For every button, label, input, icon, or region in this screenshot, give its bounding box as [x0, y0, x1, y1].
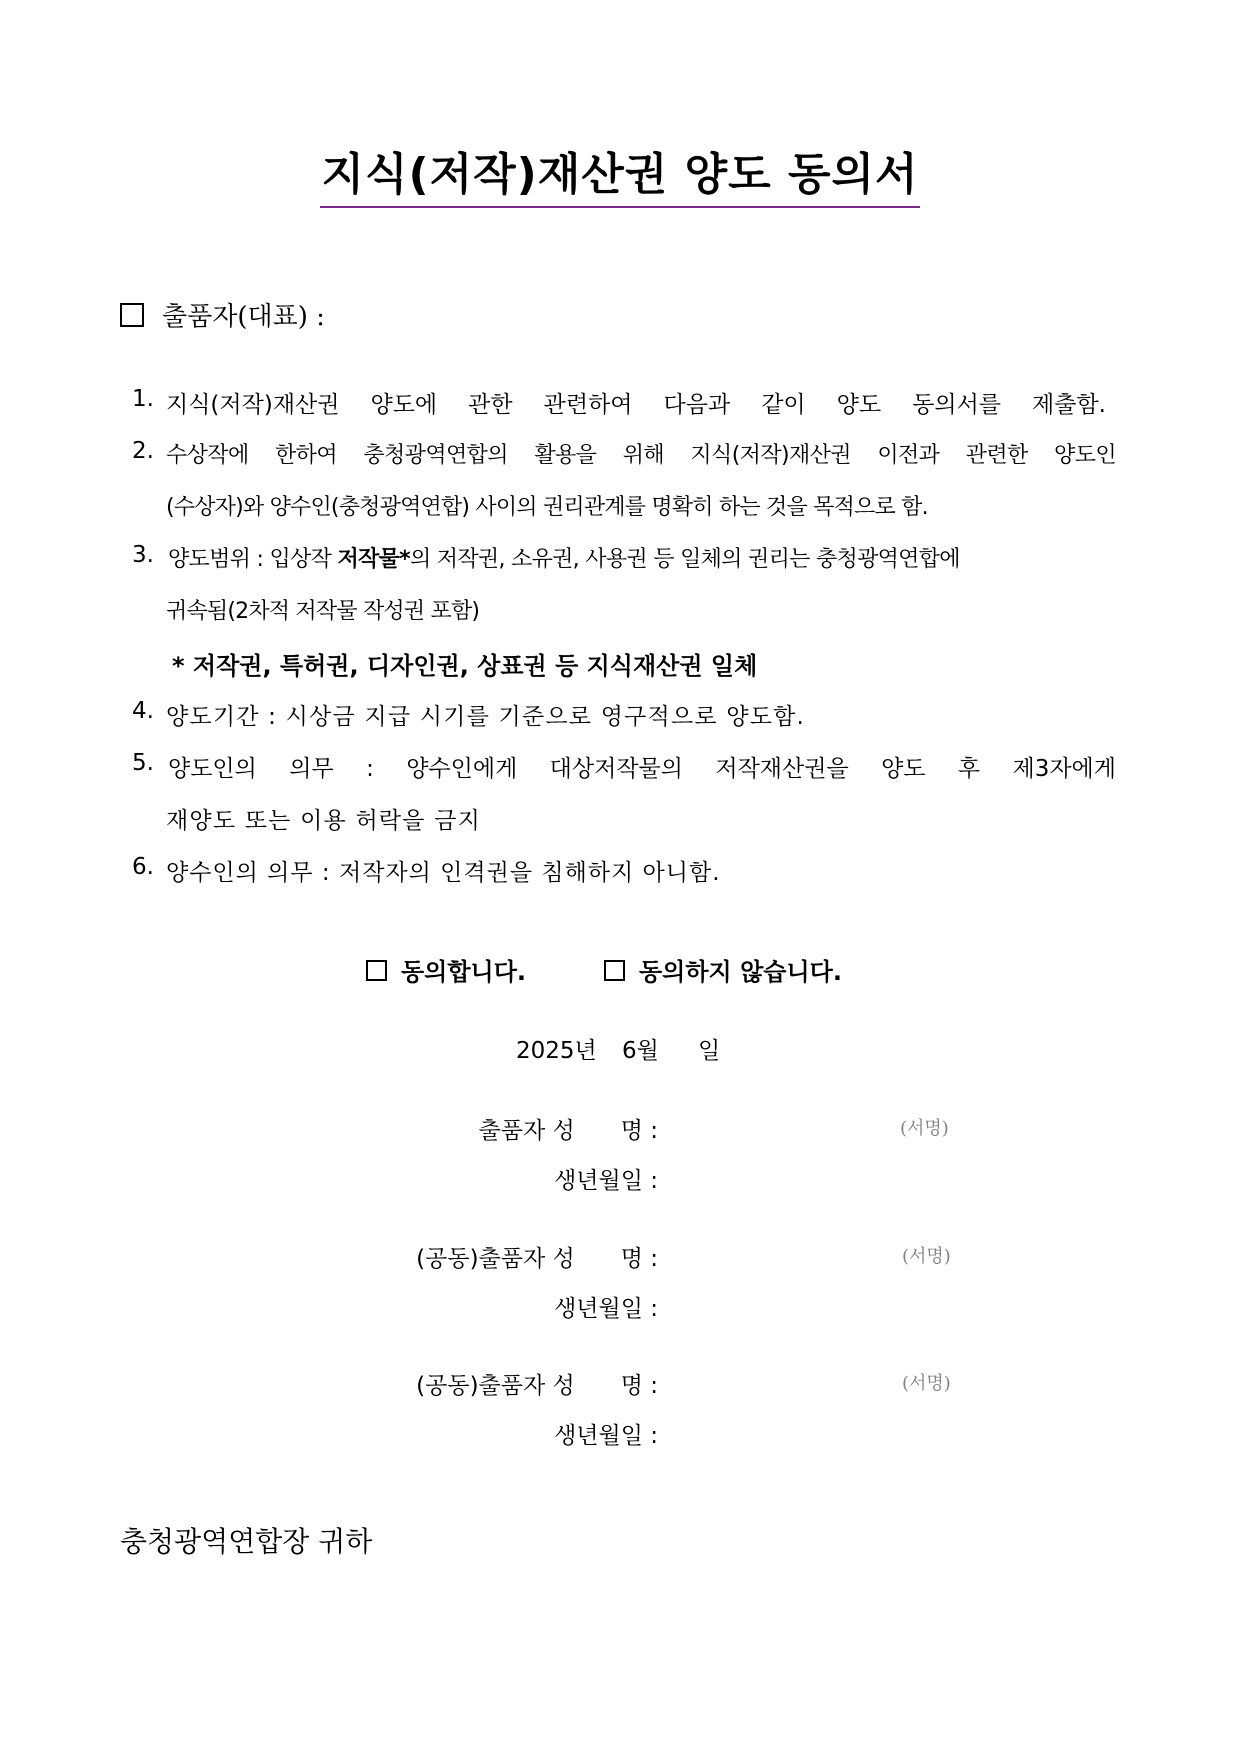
item-6-text: 양수인의 의무 : 저작자의 인격권을 침해하지 아니함.	[166, 860, 721, 886]
item-2-text-line1: 수상작에 한하여 충청광역연합의 활용을 위해 지식(저작)재산권 이전과 관련한 양도인	[166, 443, 1116, 468]
date-month: 6월	[622, 1038, 659, 1064]
item-3-number: 3.	[132, 542, 154, 568]
applicant-heading-label: 출품자(대표) :	[162, 302, 325, 332]
item-3-text-line1	[168, 542, 1116, 573]
item-3-text-line2: 귀속됨(2차적 저작물 작성권 포함)	[166, 599, 480, 624]
signature-1-name-label: 출품자 성 명 :	[478, 1118, 658, 1144]
item-2-text-line2: (수상자)와 양수인(충청광역연합) 사이의 권리관계를 명확히 하는 것을 목적으로 함.	[166, 495, 928, 520]
signature-2-sign-mark: (서명)	[902, 1246, 951, 1267]
checkbox-square-icon	[120, 303, 144, 327]
applicant-heading	[120, 296, 325, 333]
item-4-text: 양도기간 : 시상금 지급 시기를 기준으로 영구적으로 양도함.	[166, 704, 806, 730]
item-6-number: 6.	[132, 854, 154, 880]
signature-3-name-label: (공동)출품자 성 명 :	[416, 1373, 658, 1399]
document-title	[0, 138, 1240, 208]
item-3-text-post: 의 저작권, 소유권, 사용권 등 일체의 권리는 충청광역연합에	[409, 547, 960, 572]
disagree-option[interactable]	[604, 952, 842, 987]
signature-3-birth-label: 생년월일 :	[554, 1423, 658, 1449]
signature-2-birth-label: 생년월일 :	[554, 1296, 658, 1322]
signature-1-sign-mark: (서명)	[900, 1118, 949, 1139]
item-5-number: 5.	[132, 750, 154, 776]
item-3-text-pre: 양도범위 : 입상작	[168, 547, 338, 572]
agree-checkbox[interactable]	[366, 960, 387, 981]
item-4-number: 4.	[132, 698, 154, 724]
item-1-text: 지식(저작)재산권 양도에 관한 관련하여 다음과 같이 양도 동의서를 제출함.	[166, 392, 1106, 418]
recipient-footer: 충청광역연합장 귀하	[120, 1525, 373, 1558]
signature-1-birth-label: 생년월일 :	[554, 1168, 658, 1194]
item-1-number: 1.	[132, 386, 154, 412]
signature-3-sign-mark: (서명)	[902, 1373, 951, 1394]
disagree-checkbox[interactable]	[604, 960, 625, 981]
disagree-label: 동의하지 않습니다.	[639, 958, 842, 986]
item-5-text-line2: 재양도 또는 이용 허락을 금지	[166, 808, 482, 834]
agree-label: 동의합니다.	[401, 958, 527, 986]
item-2-number: 2.	[132, 438, 154, 464]
signature-2-name-label: (공동)출품자 성 명 :	[416, 1246, 658, 1272]
item-3-text-bold: 저작물*	[337, 547, 410, 572]
date-day: 일	[698, 1038, 721, 1064]
item-3-note: * 저작권, 특허권, 디자인권, 상표권 등 지식재산권 일체	[172, 652, 758, 680]
agree-option[interactable]	[366, 952, 526, 987]
document-title-text: 지식(저작)재산권 양도 동의서	[320, 138, 921, 208]
item-5-text-line1: 양도인의 의무 : 양수인에게 대상저작물의 저작재산권을 양도 후 제3자에게	[168, 756, 1116, 782]
date-year: 2025년	[516, 1038, 597, 1064]
